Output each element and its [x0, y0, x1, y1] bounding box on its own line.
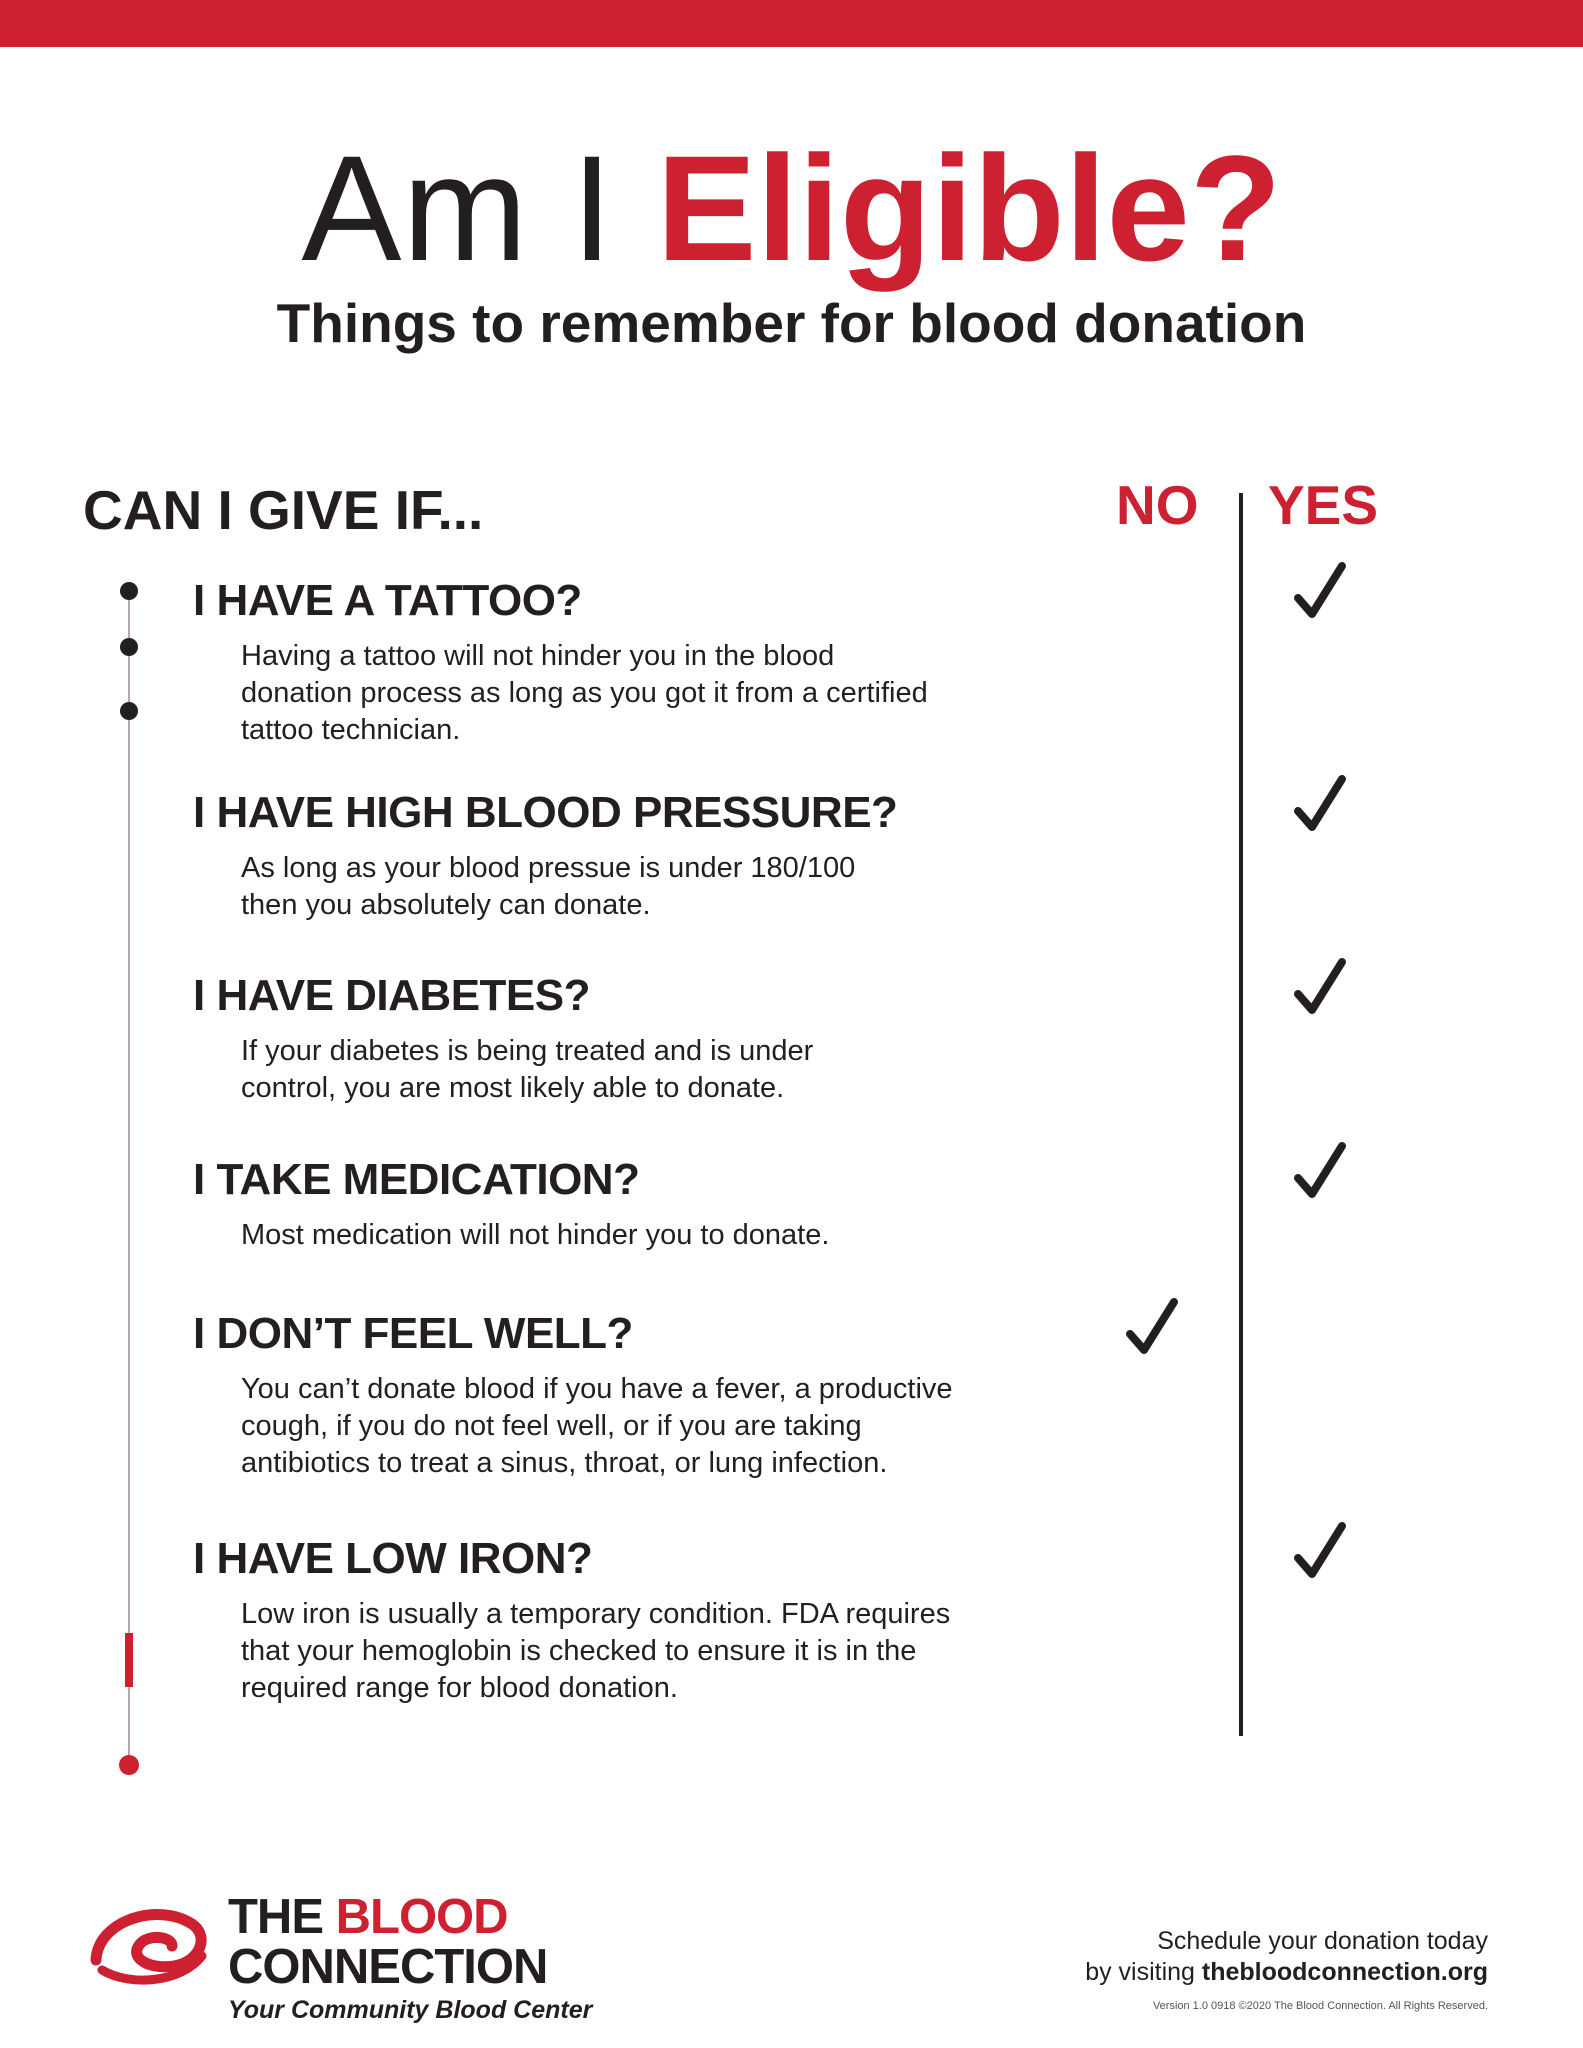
timeline-end-dot — [119, 1755, 139, 1775]
item-answer: As long as your blood pressue is under 180/100 then you absolutely can donate. — [241, 852, 856, 921]
item-answer: If your diabetes is being treated and is under control, you are most likely able to donate. — [241, 1035, 814, 1104]
item-question: I HAVE DIABETES? — [193, 971, 591, 1020]
organization-logo — [228, 1892, 592, 2026]
schedule-line-1: Schedule your donation today — [1157, 1927, 1488, 1955]
page-title — [0, 118, 1583, 298]
list-item — [193, 969, 1093, 1107]
top-red-bar — [0, 0, 1583, 47]
blood-connection-logo-icon — [88, 1900, 210, 1986]
item-answer: Low iron is usually a temporary condition. FDA requires that your hemoglobin is checked to ensure it is in the required range for blood donation. — [241, 1598, 951, 1704]
title-part-1: Am I — [301, 124, 657, 292]
timeline-red-bar — [125, 1633, 133, 1687]
item-question: I HAVE HIGH BLOOD PRESSURE? — [193, 788, 898, 837]
list-item — [193, 1307, 1093, 1482]
schedule-note — [1085, 1926, 1488, 1988]
checklist-heading: CAN I GIVE IF... — [83, 479, 484, 541]
no-column-label: NO — [1116, 474, 1199, 536]
timeline-line — [128, 590, 130, 1760]
timeline-dot — [120, 638, 138, 656]
check-icon — [1292, 1140, 1348, 1204]
logo-word-connection: CONNECTION — [228, 1940, 548, 1994]
check-icon — [1292, 560, 1348, 624]
list-item — [193, 1153, 1093, 1254]
logo-word-the: THE — [228, 1890, 336, 1944]
item-question: I TAKE MEDICATION? — [193, 1155, 640, 1204]
item-question: I HAVE A TATTOO? — [193, 576, 582, 625]
item-question: I DON’T FEEL WELL? — [193, 1309, 633, 1358]
no-yes-divider — [1239, 493, 1243, 1736]
check-icon — [1124, 1296, 1180, 1360]
item-answer: Having a tattoo will not hinder you in the blood donation process as long as you got it from a certified tattoo technician. — [241, 640, 928, 746]
timeline-dot — [120, 702, 138, 720]
yes-column-label: YES — [1268, 474, 1379, 536]
list-item — [193, 1532, 1093, 1707]
logo-tagline: Your Community Blood Center — [228, 1996, 593, 2024]
schedule-prefix: by visiting — [1085, 1958, 1202, 1986]
website-link[interactable]: thebloodconnection.org — [1201, 1958, 1488, 1986]
page-subtitle: Things to remember for blood donation — [276, 292, 1307, 354]
legal-notice: Version 1.0 0918 ©2020 The Blood Connection. All Rights Reserved. — [1152, 2000, 1488, 2012]
schedule-line-2 — [1085, 1957, 1488, 1988]
check-icon — [1292, 773, 1348, 837]
title-part-2: Eligible? — [656, 124, 1282, 292]
item-answer: You can’t donate blood if you have a fever, a productive cough, if you do not feel well, or if you are taking antibiotics to treat a sinus, throat, or lung infection. — [241, 1373, 953, 1479]
list-item — [193, 574, 1093, 749]
check-icon — [1292, 1520, 1348, 1584]
logo-word-blood: BLOOD — [335, 1890, 508, 1944]
check-icon — [1292, 956, 1348, 1020]
item-question: I HAVE LOW IRON? — [193, 1534, 593, 1583]
item-answer: Most medication will not hinder you to donate. — [241, 1219, 830, 1251]
timeline-dot — [120, 582, 138, 600]
list-item — [193, 786, 1093, 924]
